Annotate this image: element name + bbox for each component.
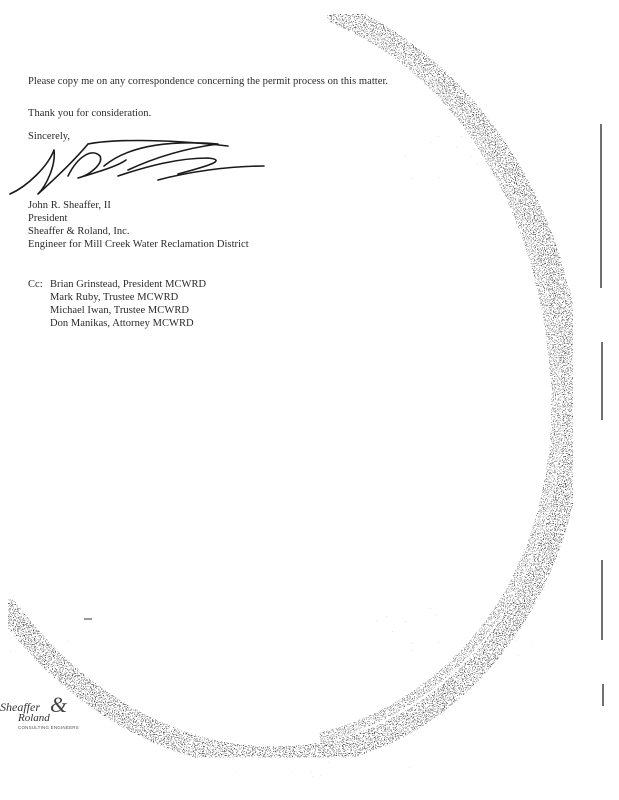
signatory-role: Engineer for Mill Creek Water Reclamation District xyxy=(28,239,249,250)
logo-name-bottom: Roland xyxy=(18,712,50,724)
cc-recipient: Don Manikas, Attorney MCWRD xyxy=(50,318,194,329)
logo-name-top: Sheaffer xyxy=(0,700,40,714)
request-line: Please copy me on any correspondence concerning the permit process on this matter. xyxy=(28,76,389,87)
closing: Sincerely, xyxy=(28,131,71,142)
cc-recipient: Mark Ruby, Trustee MCWRD xyxy=(50,292,179,303)
signatory-title: President xyxy=(28,213,68,224)
cc-recipient: Michael Iwan, Trustee MCWRD xyxy=(50,305,190,316)
signatory-company: Sheaffer & Roland, Inc. xyxy=(28,226,130,237)
cc-recipient: Brian Grinstead, President MCWRD xyxy=(50,279,207,290)
logo-ampersand: & xyxy=(50,692,68,717)
handwritten-signature xyxy=(8,136,268,200)
thanks-line: Thank you for consideration. xyxy=(28,108,152,119)
cc-label: Cc: xyxy=(28,279,43,290)
signatory-name: John R. Sheaffer, II xyxy=(28,200,111,211)
company-logo xyxy=(0,690,80,742)
logo-tagline: CONSULTING ENGINEERS xyxy=(18,725,79,730)
